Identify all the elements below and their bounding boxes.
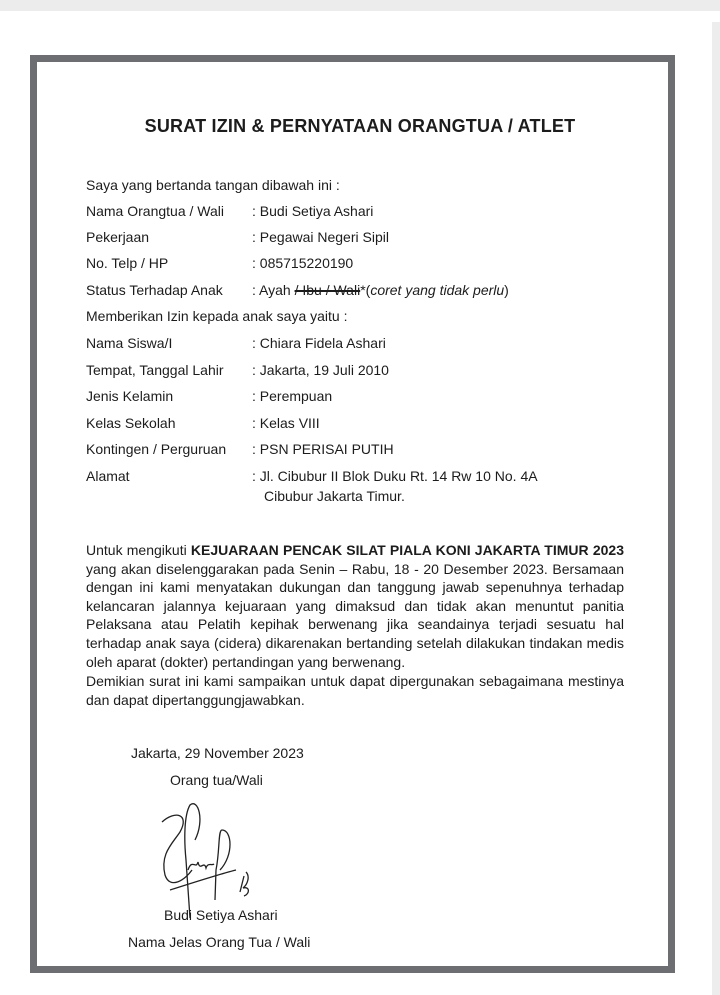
- field-label: Jenis Kelamin: [86, 388, 174, 404]
- field-label: Kelas Sekolah: [86, 415, 176, 431]
- permission-text: Memberikan Izin kepada anak saya yaitu :: [86, 308, 348, 324]
- viewer-top-bar: [0, 0, 720, 11]
- body-lead: Untuk mengikuti: [86, 542, 191, 558]
- field-value: : Chiara Fidela Ashari: [252, 335, 386, 351]
- event-name: KEJUARAAN PENCAK SILAT PIALA KONI JAKARTA TIMUR 2023: [190, 542, 624, 558]
- place-date: Jakarta, 29 November 2023: [131, 745, 304, 761]
- field-label: Alamat: [86, 468, 130, 484]
- signer-caption: Nama Jelas Orang Tua / Wali: [128, 934, 311, 950]
- field-label: Pekerjaan: [86, 229, 150, 245]
- field-label: Status Terhadap Anak: [86, 282, 223, 298]
- field-label: Kontingen / Perguruan: [86, 441, 227, 457]
- field-value: : Kelas VIII: [252, 415, 320, 431]
- field-label: Tempat, Tanggal Lahir: [86, 362, 224, 378]
- field-label: No. Telp / HP: [86, 255, 169, 271]
- signer-role: Orang tua/Wali: [170, 772, 263, 788]
- signature-image: [150, 800, 290, 920]
- field-value: : Jl. Cibubur II Blok Duku Rt. 14 Rw 10 No. 4A: [252, 468, 538, 484]
- document-title: SURAT IZIN & PERNYATAAN ORANGTUA / ATLET: [144, 116, 576, 136]
- status-prefix: : Ayah: [252, 282, 295, 298]
- body-rest: yang akan diselenggarakan pada Senin – Rabu, 18 - 20 Desember 2023. Bersamaan dengan ini kami menyatakan dukungan dan tanggung jawab sepenuhnya terhadap kelancaran jalannya kejuaraan yang dimaksud dan tidak akan menuntut panitia Pelaksana atau Pelatih kepihak berwenang jika seandainya terjadi sesuatu hal terhadap anak saya (cidera) dikarenakan bertanding setelah dilakukan tindakan medis oleh aparat (dokter) pertandingan yang berwenang.: [86, 560, 624, 670]
- field-value: : Pegawai Negeri Sipil: [252, 229, 389, 245]
- scrollbar[interactable]: [712, 22, 720, 995]
- field-value: : Budi Setiya Ashari: [252, 203, 374, 219]
- field-value: : PSN PERISAI PUTIH: [252, 441, 394, 457]
- field-label: Nama Siswa/I: [86, 335, 173, 351]
- signer-name: Budi Setiya Ashari: [164, 907, 278, 923]
- struck-options: / Ibu / Wali: [294, 282, 361, 298]
- body-paragraph: [86, 541, 624, 671]
- status-suffix: *(: [360, 282, 371, 298]
- field-label: Nama Orangtua / Wali: [86, 203, 224, 219]
- intro-text: Saya yang bertanda tangan dibawah ini :: [86, 177, 340, 193]
- status-note: coret yang tidak perlu: [370, 282, 505, 298]
- field-value: : Perempuan: [252, 388, 333, 404]
- field-value: : Jakarta, 19 Juli 2010: [252, 362, 389, 378]
- field-value-line2: Cibubur Jakarta Timur.: [264, 488, 405, 504]
- status-value: [252, 282, 509, 298]
- status-close: ): [504, 282, 509, 298]
- field-value: : 085715220190: [252, 255, 354, 271]
- closing-paragraph: Demikian surat ini kami sampaikan untuk dapat dipergunakan sebagaimana mestinya dan dapat dipertanggungjawabkan.: [86, 673, 624, 708]
